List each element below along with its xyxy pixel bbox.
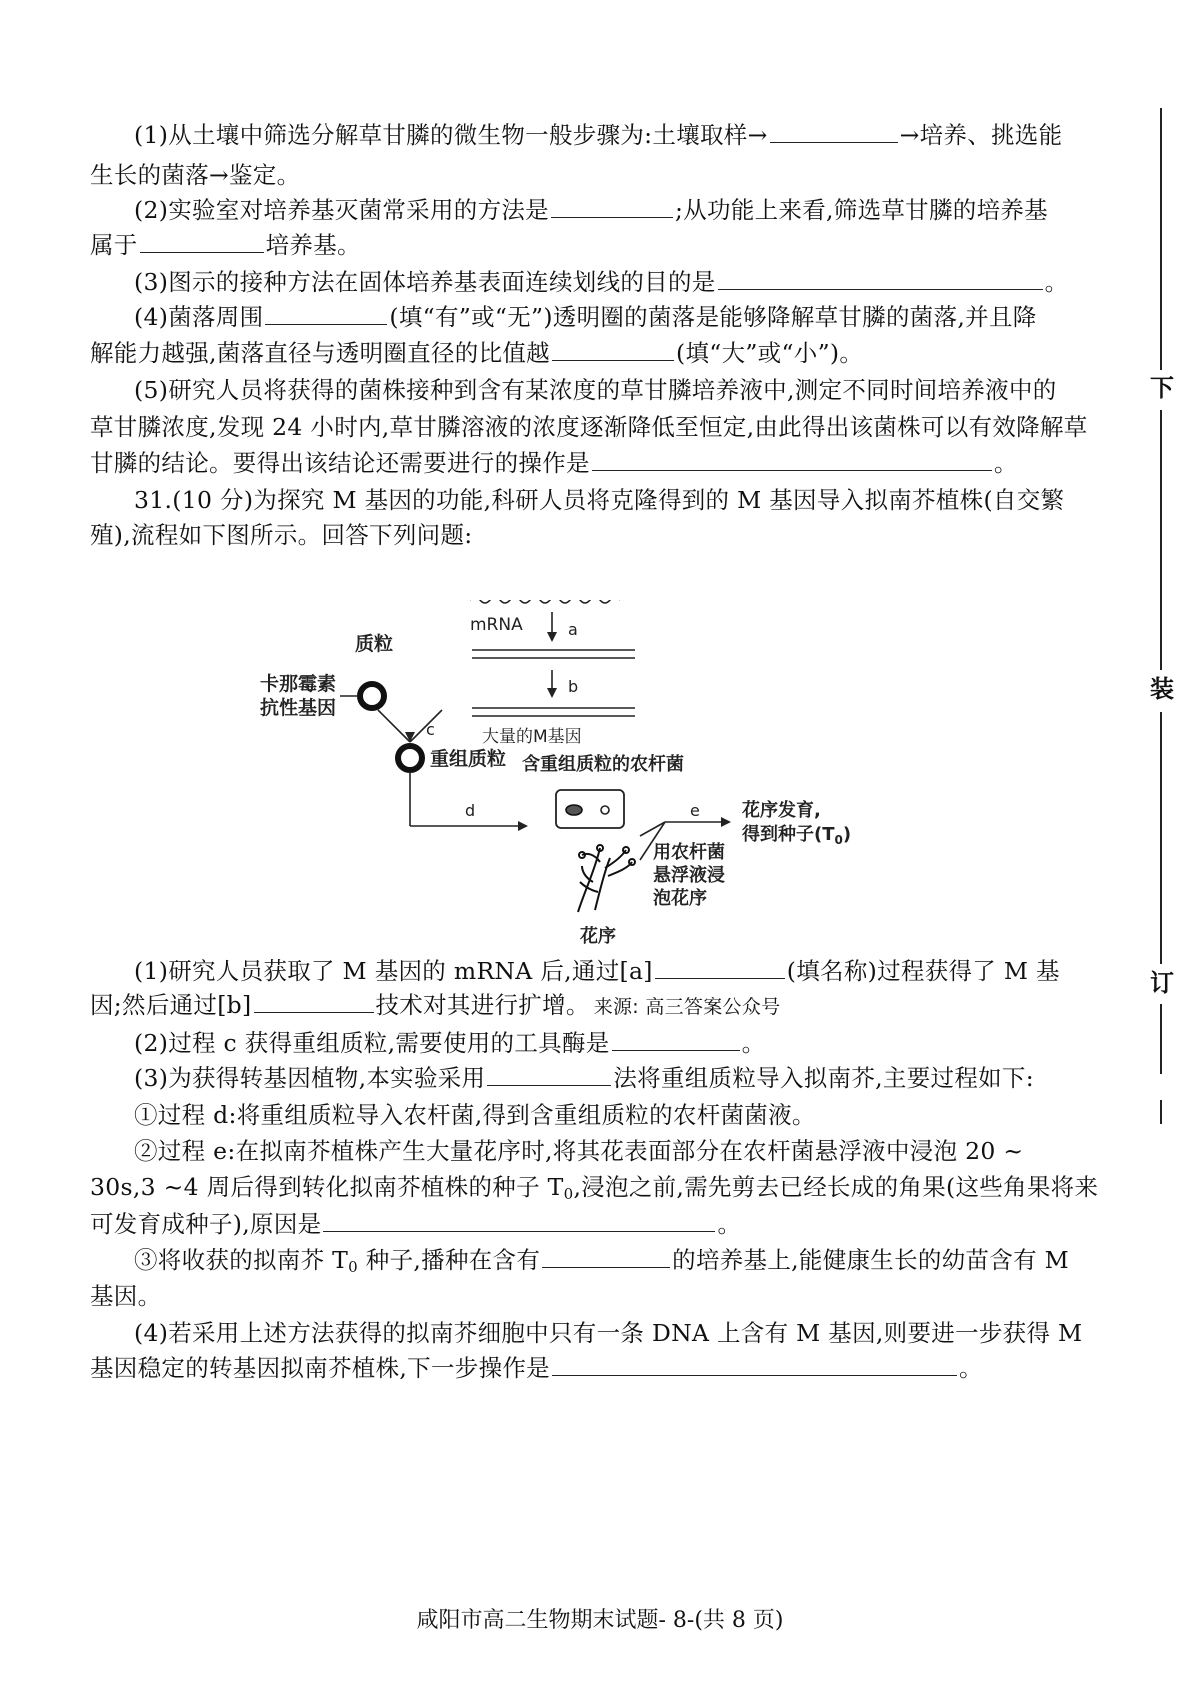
agrobacterium-label: 含重组质粒的农杆菌 <box>522 754 684 775</box>
answer-blank[interactable] <box>552 338 674 361</box>
inflorescence-icon <box>578 845 635 912</box>
answer-blank[interactable] <box>487 1063 611 1086</box>
answer-blank[interactable] <box>592 448 992 471</box>
binding-line-segment <box>1160 1100 1162 1124</box>
binding-line-segment <box>1160 712 1162 964</box>
kanamycin-label-1: 卡那霉素 <box>260 673 337 695</box>
answer-blank[interactable] <box>552 1353 957 1376</box>
soak-label-3: 泡花序 <box>653 888 707 909</box>
q31-part3-line1: (3)为获得转基因植物,本实验采用 法将重组质粒导入拟南芥,主要过程如下: <box>134 1064 1034 1092</box>
q30-part2-line1: (2)实验室对培养基灭菌常采用的方法是 ;从功能上来看,筛选草甘膦的培养基 <box>134 196 1048 224</box>
answer-blank[interactable] <box>551 195 673 218</box>
answer-blank[interactable] <box>542 1245 670 1268</box>
binding-line-segment <box>1160 1004 1162 1074</box>
development-label-2: 得到种子$(T_0)$ <box>742 824 852 847</box>
q31-part4-line2: 基因稳定的转基因拟南芥植株,下一步操作是 。 <box>90 1354 983 1382</box>
answer-blank[interactable] <box>612 1028 740 1051</box>
page-footer: 咸阳市高二生物期末试题- 8-(共 8 页) <box>416 1608 784 1633</box>
step-e-label: e <box>690 801 700 820</box>
q31-part1-line2: 因;然后通过[b] 技术对其进行扩增。 来源: 高三答案公众号 <box>90 991 781 1019</box>
q30-part5-line2: 草甘膦浓度,发现 24 小时内,草甘膦溶液的浓度逐渐降低至恒定,由此得出该菌株可以有效降解草 <box>90 413 1088 441</box>
plasmid-label: 质粒 <box>355 633 394 655</box>
q30-part5-line1: (5)研究人员将获得的菌株接种到含有某浓度的草甘膦培养液中,测定不同时间培养液中的 <box>134 376 1057 404</box>
binding-line-segment <box>1160 410 1162 670</box>
answer-blank[interactable] <box>718 267 1043 290</box>
soak-label-1: 用农杆菌 <box>653 842 725 863</box>
inflorescence-label: 花序 <box>580 926 616 947</box>
plasmid-icon <box>360 684 384 708</box>
mrna-wave <box>470 600 620 603</box>
answer-blank[interactable] <box>254 990 374 1013</box>
q31-part3-step2-line1: ②过程 e:在拟南芥植株产生大量花序时,将其花表面部分在农杆菌悬浮液中浸泡 20 ~ <box>134 1137 1024 1165</box>
q31-part2: (2)过程 c 获得重组质粒,需要使用的工具酶是 。 <box>134 1029 766 1057</box>
binding-label-ding: 订 <box>1146 968 1178 998</box>
q31-part1-line1: (1)研究人员获取了 M 基因的 mRNA 后,通过[a] (填名称)过程获得了 M 基 <box>134 957 1060 985</box>
answer-blank[interactable] <box>655 956 785 979</box>
step-b-label: b <box>568 677 579 696</box>
q31-part3-step1: ①过程 d:将重组质粒导入农杆菌,得到含重组质粒的农杆菌菌液。 <box>134 1101 816 1129</box>
binding-line-segment <box>1160 108 1162 370</box>
q31-stem-line2: 殖),流程如下图所示。回答下列问题: <box>90 521 473 549</box>
recombinant-plasmid-label: 重组质粒 <box>430 748 507 770</box>
q31-part3-step2-line3: 可发育成种子),原因是 。 <box>90 1210 742 1238</box>
q31-part3-step2-line2: 30s,3 ~4 周后得到转化拟南芥植株的种子 $T_0$,浸泡之前,需先剪去已经长成的角果(这些角果将来 <box>90 1173 1099 1203</box>
q30-part1-line2: 生长的菌落→鉴定。 <box>90 161 301 189</box>
q30-part4-line2: 解能力越强,菌落直径与透明圈直径的比值越 (填“大”或“小”)。 <box>90 339 864 367</box>
mrna-label: mRNA <box>470 615 523 635</box>
binding-label-xia: 下 <box>1146 373 1178 403</box>
answer-blank[interactable] <box>770 120 898 143</box>
recombinant-plasmid-icon <box>398 746 422 770</box>
many-m-genes-label: 大量的M基因 <box>482 727 582 747</box>
q31-part3-step3-line2: 基因。 <box>90 1282 162 1310</box>
q30-part4-line1: (4)菌落周围 (填“有”或“无”)透明圈的菌落是能够降解草甘膦的菌落,并且降 <box>134 303 1037 331</box>
q30-part5-line3: 甘膦的结论。要得出该结论还需要进行的操作是 。 <box>90 449 1018 477</box>
step-d-label: d <box>465 801 476 820</box>
soak-label-2: 悬浮液浸 <box>653 865 725 886</box>
q31-stem-line1: 31.(10 分)为探究 M 基因的功能,科研人员将克隆得到的 M 基因导入拟南芥植株(自交繁 <box>134 486 1065 514</box>
q31-part3-step3-line1: ③将收获的拟南芥 $T_0$ 种子,播种在含有 的培养基上,能健康生长的幼苗含有 M <box>134 1246 1070 1276</box>
q30-part1-line1: (1)从土壤中筛选分解草甘膦的微生物一般步骤为:土壤取样→ →培养、挑选能 <box>134 121 1063 149</box>
step-c-label: c <box>426 720 435 739</box>
kanamycin-label-2: 抗性基因 <box>260 697 337 719</box>
answer-blank[interactable] <box>265 302 387 325</box>
answer-blank[interactable] <box>140 230 264 253</box>
step-a-label: a <box>568 620 578 639</box>
q30-part3: (3)图示的接种方法在固体培养基表面连续划线的目的是 。 <box>134 268 1069 296</box>
q30-part2-line2: 属于 培养基。 <box>90 231 361 259</box>
answer-blank[interactable] <box>323 1209 715 1232</box>
binding-label-zhuang: 装 <box>1146 674 1178 704</box>
development-label-1: 花序发育, <box>742 800 821 821</box>
q31-part4-line1: (4)若采用上述方法获得的拟南芥细胞中只有一条 DNA 上含有 M 基因,则要进一步获得 M <box>134 1319 1083 1347</box>
